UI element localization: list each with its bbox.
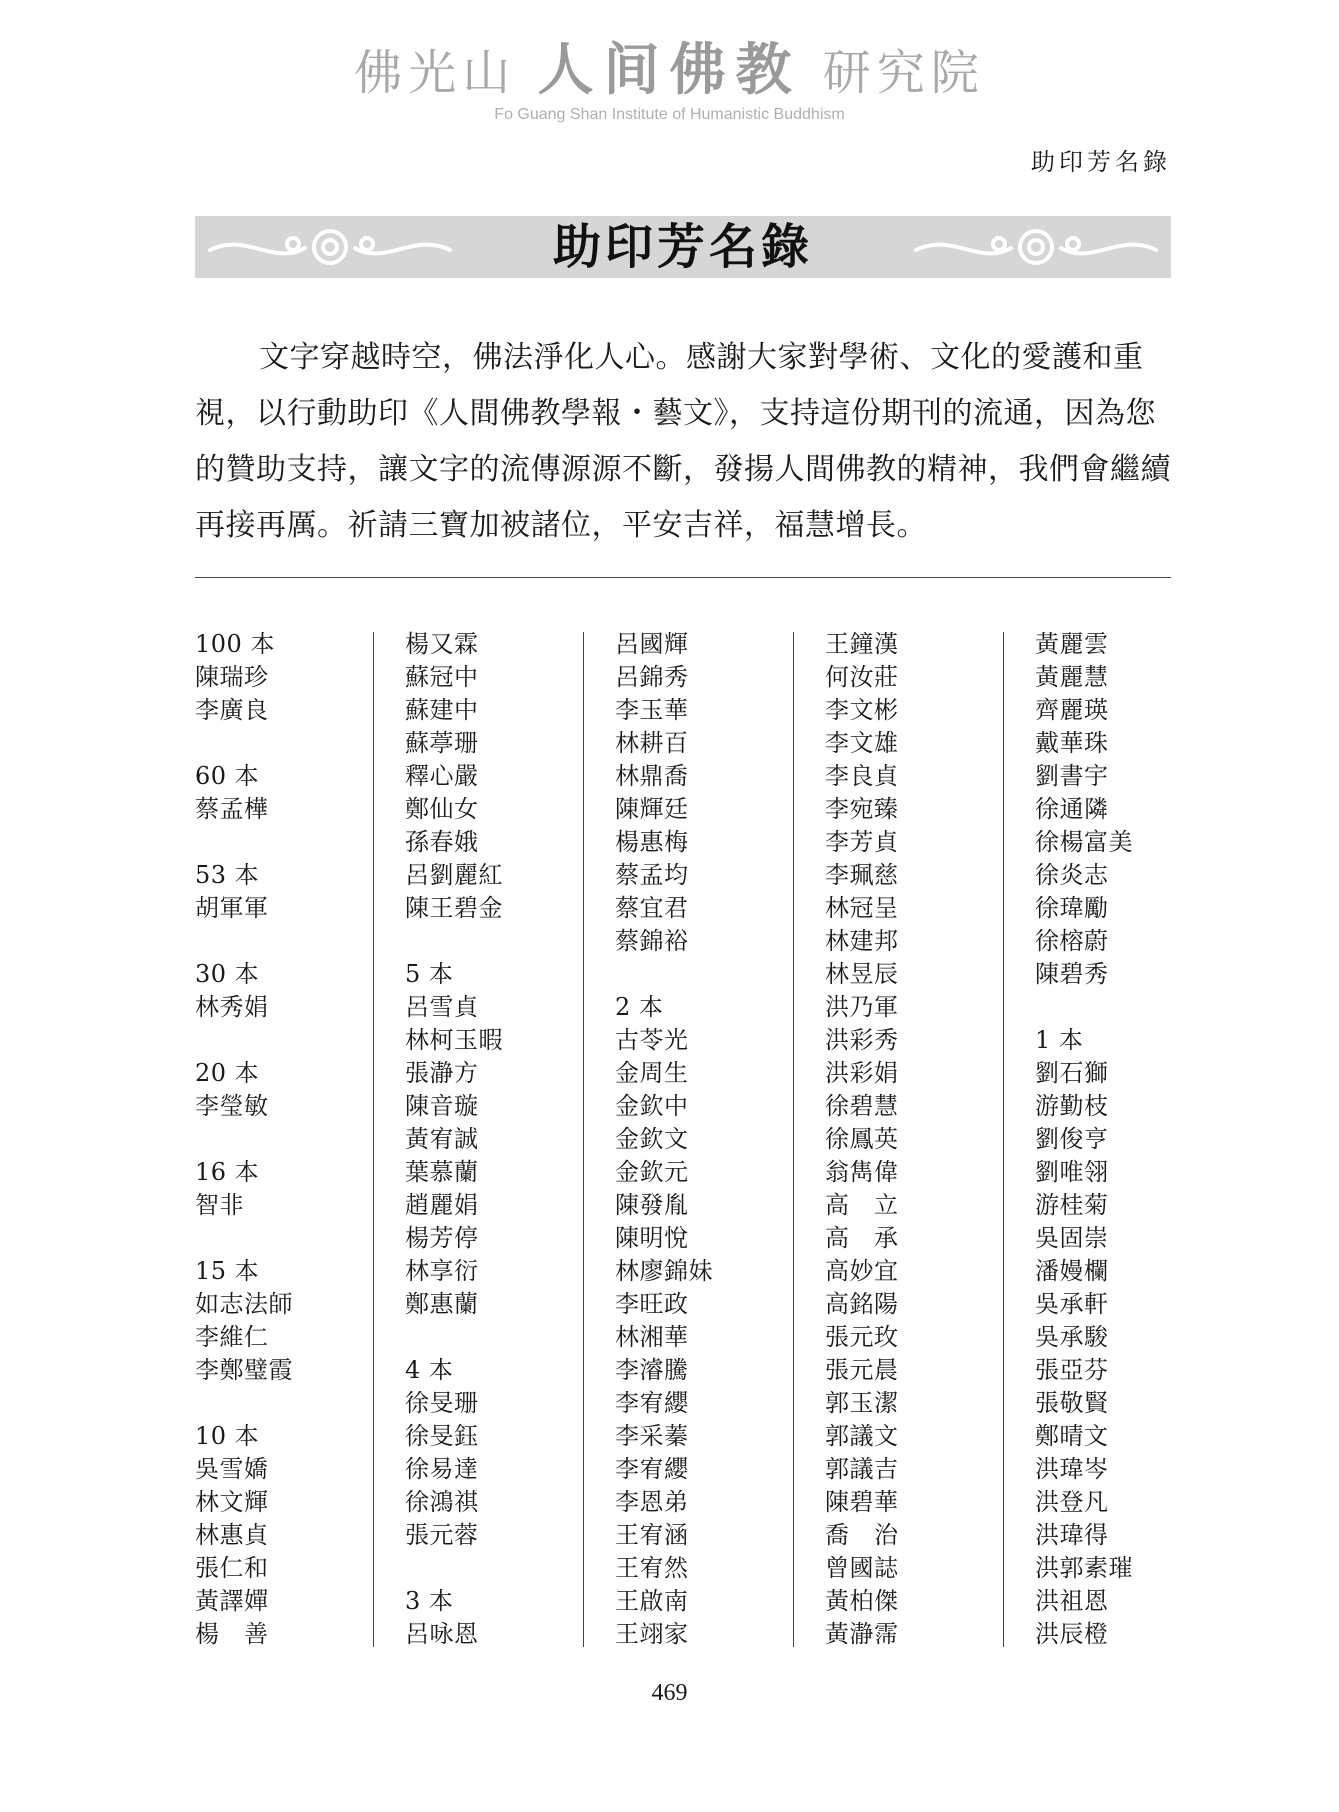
donor-entry: 張仁和: [195, 1554, 269, 1582]
donor-entry: 林柯玉暇: [405, 1026, 503, 1054]
donor-entry: 洪辰橙: [1035, 1620, 1109, 1648]
donor-entry: 趙麗娟: [405, 1191, 479, 1219]
donor-entry: 呂國輝: [615, 630, 689, 658]
logo-brush-text: 人间佛教: [537, 37, 802, 103]
donor-entry: 李采蓁: [615, 1422, 689, 1450]
donor-entry: 徐炎志: [1035, 861, 1109, 889]
donor-entry: 徐碧慧: [825, 1092, 899, 1120]
blank-line: [195, 1387, 375, 1420]
donor-entry: 蔡錦裕: [615, 927, 689, 955]
donor-entry: 王宥涵: [615, 1521, 689, 1549]
donor-entry: 蔡宜君: [615, 894, 689, 922]
donor-entry: 黃瀞霈: [825, 1620, 899, 1648]
donor-column-5: [1035, 628, 1215, 1651]
donor-entry: 李珮慈: [825, 861, 899, 889]
donor-entry: 黃譯嬋: [195, 1587, 269, 1615]
donor-entry: 李瑩敏: [195, 1092, 269, 1120]
donor-entry: 釋心嚴: [405, 762, 479, 790]
donor-column-2: [405, 628, 585, 1651]
donor-entry: 潘嫚欄: [1035, 1257, 1109, 1285]
donor-entry: 3 本: [405, 1587, 454, 1615]
donor-entry: 2 本: [615, 993, 664, 1021]
donor-column-3: [615, 628, 795, 1651]
donor-entry: 鄭晴文: [1035, 1422, 1109, 1450]
donor-entry: 劉石獅: [1035, 1059, 1109, 1087]
donor-entry: 黃宥誠: [405, 1125, 479, 1153]
blank-line: [405, 1552, 585, 1585]
donor-entry: 李恩弟: [615, 1488, 689, 1516]
donor-entry: 王鐘漢: [825, 630, 899, 658]
donor-entry: 陳音璇: [405, 1092, 479, 1120]
donor-entry: 4 本: [405, 1356, 454, 1384]
donor-entry: 李宥纓: [615, 1455, 689, 1483]
donor-entry: 10 本: [195, 1422, 260, 1450]
blank-line: [405, 1321, 585, 1354]
donor-entry: 吳承軒: [1035, 1290, 1109, 1318]
donor-entry: 洪郭素璀: [1035, 1554, 1133, 1582]
donor-entry: 洪祖恩: [1035, 1587, 1109, 1615]
donor-entry: 葉慕蘭: [405, 1158, 479, 1186]
donor-entry: 陳碧華: [825, 1488, 899, 1516]
donor-entry: 20 本: [195, 1059, 260, 1087]
donor-entry: 吳雪嬌: [195, 1455, 269, 1483]
donor-entry: 高 立: [825, 1191, 899, 1219]
blank-line: [195, 1123, 375, 1156]
donor-entry: 30 本: [195, 960, 260, 988]
donor-entry: 100 本: [195, 630, 275, 658]
donor-entry: 徐楊富美: [1035, 828, 1133, 856]
blank-line: [195, 1222, 375, 1255]
donor-entry: 黃柏傑: [825, 1587, 899, 1615]
donor-entry: 黃麗雲: [1035, 630, 1109, 658]
donor-entry: 翁雋偉: [825, 1158, 899, 1186]
donor-entry: 林建邦: [825, 927, 899, 955]
donor-entry: 洪彩娟: [825, 1059, 899, 1087]
donor-entry: 呂雪貞: [405, 993, 479, 1021]
page-title: 助印芳名錄: [552, 219, 813, 275]
donor-entry: 張元蓉: [405, 1521, 479, 1549]
donor-entry: 喬 治: [825, 1521, 899, 1549]
donor-entry: 郭議吉: [825, 1455, 899, 1483]
blank-line: [195, 727, 375, 760]
donor-entry: 陳輝廷: [615, 795, 689, 823]
donor-entry: 蔡孟均: [615, 861, 689, 889]
donor-entry: 李良貞: [825, 762, 899, 790]
logo-right-text: 研究院: [822, 45, 985, 101]
donor-entry: 李鄭璧霞: [195, 1356, 293, 1384]
donor-entry: 呂咏恩: [405, 1620, 479, 1648]
donor-entry: 徐鳳英: [825, 1125, 899, 1153]
donor-entry: 吳固崇: [1035, 1224, 1109, 1252]
donor-entry: 林廖錦妹: [615, 1257, 713, 1285]
donor-entry: 李維仁: [195, 1323, 269, 1351]
donor-entry: 徐旻珊: [405, 1389, 479, 1417]
donor-entry: 李宥纓: [615, 1389, 689, 1417]
blank-line: [195, 826, 375, 859]
donor-entry: 林秀娟: [195, 993, 269, 1021]
donor-entry: 林文輝: [195, 1488, 269, 1516]
donor-entry: 陳王碧金: [405, 894, 503, 922]
donor-entry: 劉唯翎: [1035, 1158, 1109, 1186]
donor-entry: 蘇建中: [405, 696, 479, 724]
section-divider: [195, 577, 1171, 578]
column-divider: [373, 632, 374, 1647]
donor-entry: 林冠呈: [825, 894, 899, 922]
blank-line: [615, 958, 795, 991]
donor-entry: 林惠貞: [195, 1521, 269, 1549]
donor-entry: 洪彩秀: [825, 1026, 899, 1054]
donor-entry: 李宛臻: [825, 795, 899, 823]
donor-entry: 徐鴻祺: [405, 1488, 479, 1516]
donor-entry: 陳瑞珍: [195, 663, 269, 691]
donor-entry: 李文雄: [825, 729, 899, 757]
donor-entry: 游勤枝: [1035, 1092, 1109, 1120]
donor-column-4: [825, 628, 1005, 1651]
donor-entry: 曾國誌: [825, 1554, 899, 1582]
donor-entry: 李旺政: [615, 1290, 689, 1318]
donor-entry: 張亞芬: [1035, 1356, 1109, 1384]
donor-entry: 如志法師: [195, 1290, 293, 1318]
donor-entry: 張敬賢: [1035, 1389, 1109, 1417]
donor-entry: 李玉華: [615, 696, 689, 724]
donor-entry: 徐旻鈺: [405, 1422, 479, 1450]
donor-entry: 王翊家: [615, 1620, 689, 1648]
donor-entry: 劉俊亨: [1035, 1125, 1109, 1153]
donor-entry: 高 承: [825, 1224, 899, 1252]
donor-entry: 53 本: [195, 861, 260, 889]
donor-entry: 金欽中: [615, 1092, 689, 1120]
donor-entry: 金欽文: [615, 1125, 689, 1153]
blank-line: [195, 925, 375, 958]
donor-entry: 高銘陽: [825, 1290, 899, 1318]
donor-entry: 黃麗慧: [1035, 663, 1109, 691]
donor-entry: 徐瑋勵: [1035, 894, 1109, 922]
donor-entry: 李濬騰: [615, 1356, 689, 1384]
column-divider: [793, 632, 794, 1647]
donor-entry: 鄭仙女: [405, 795, 479, 823]
donor-entry: 洪瑋岑: [1035, 1455, 1109, 1483]
header-logo: [0, 37, 1339, 103]
donor-entry: 何汝莊: [825, 663, 899, 691]
intro-paragraph: 文字穿越時空，佛法淨化人心。感謝大家對學術、文化的愛護和重視，以行動助印《人間佛教學報・藝文》，支持這份期刊的流通，因為您的贊助支持，讓文字的流傳源源不斷，發揚人間佛教的精神，我們會繼續再接再厲。祈請三寶加被諸位，平安吉祥，福慧增長。: [195, 340, 1171, 543]
donor-entry: 60 本: [195, 762, 260, 790]
donor-entry: 鄭惠蘭: [405, 1290, 479, 1318]
donor-entry: 郭玉潔: [825, 1389, 899, 1417]
donor-entry: 洪乃軍: [825, 993, 899, 1021]
donor-entry: 金周生: [615, 1059, 689, 1087]
blank-line: [405, 925, 585, 958]
donor-entry: 楊又霖: [405, 630, 479, 658]
donor-entry: 智非: [195, 1191, 244, 1219]
donor-entry: 徐通隣: [1035, 795, 1109, 823]
donor-entry: 高妙宜: [825, 1257, 899, 1285]
donor-entry: 蘇葶珊: [405, 729, 479, 757]
donor-entry: 陳碧秀: [1035, 960, 1109, 988]
donor-entry: 齊麗瑛: [1035, 696, 1109, 724]
donor-entry: 劉書宇: [1035, 762, 1109, 790]
donor-entry: 呂錦秀: [615, 663, 689, 691]
donor-entry: 胡軍軍: [195, 894, 269, 922]
donor-entry: 游桂菊: [1035, 1191, 1109, 1219]
donor-entry: 張瀞方: [405, 1059, 479, 1087]
donor-entry: 蔡孟樺: [195, 795, 269, 823]
donor-entry: 5 本: [405, 960, 454, 988]
title-banner: [195, 216, 1171, 278]
logo-english-text: Fo Guang Shan Institute of Humanistic Buddhism: [494, 106, 845, 123]
donor-entry: 林耕百: [615, 729, 689, 757]
donor-entry: 洪登凡: [1035, 1488, 1109, 1516]
donor-entry: 戴華珠: [1035, 729, 1109, 757]
donor-entry: 楊芳停: [405, 1224, 479, 1252]
column-divider: [583, 632, 584, 1647]
donor-entry: 林昱辰: [825, 960, 899, 988]
donor-entry: 呂劉麗紅: [405, 861, 503, 889]
column-divider: [1003, 632, 1004, 1647]
donor-entry: 古苓光: [615, 1026, 689, 1054]
donor-entry: 蘇冠中: [405, 663, 479, 691]
donor-entry: 16 本: [195, 1158, 260, 1186]
donor-entry: 孫春娥: [405, 828, 479, 856]
donor-entry: 李芳貞: [825, 828, 899, 856]
donor-entry: 王宥然: [615, 1554, 689, 1582]
donor-entry: 洪瑋得: [1035, 1521, 1109, 1549]
running-head: 助印芳名錄: [1031, 148, 1171, 176]
donor-entry: 楊 善: [195, 1620, 269, 1648]
donor-entry: 林享衍: [405, 1257, 479, 1285]
donor-entry: 李文彬: [825, 696, 899, 724]
page-number: 469: [651, 1680, 688, 1706]
donor-entry: 王啟南: [615, 1587, 689, 1615]
donor-entry: 金欽元: [615, 1158, 689, 1186]
blank-line: [1035, 991, 1215, 1024]
blank-line: [195, 1024, 375, 1057]
donor-entry: 郭議文: [825, 1422, 899, 1450]
donor-entry: 陳明悅: [615, 1224, 689, 1252]
donor-entry: 林鼎喬: [615, 762, 689, 790]
donor-entry: 15 本: [195, 1257, 260, 1285]
donor-entry: 徐榕蔚: [1035, 927, 1109, 955]
donor-entry: 楊惠梅: [615, 828, 689, 856]
donor-entry: 林湘華: [615, 1323, 689, 1351]
donor-column-1: [195, 628, 375, 1651]
donor-entry: 徐易達: [405, 1455, 479, 1483]
donor-entry: 張元玫: [825, 1323, 899, 1351]
donor-entry: 陳發胤: [615, 1191, 689, 1219]
logo-left-text: 佛光山: [354, 45, 517, 101]
donor-entry: 李廣良: [195, 696, 269, 724]
donor-entry: 1 本: [1035, 1026, 1084, 1054]
donor-entry: 吳承駿: [1035, 1323, 1109, 1351]
donor-entry: 張元晨: [825, 1356, 899, 1384]
